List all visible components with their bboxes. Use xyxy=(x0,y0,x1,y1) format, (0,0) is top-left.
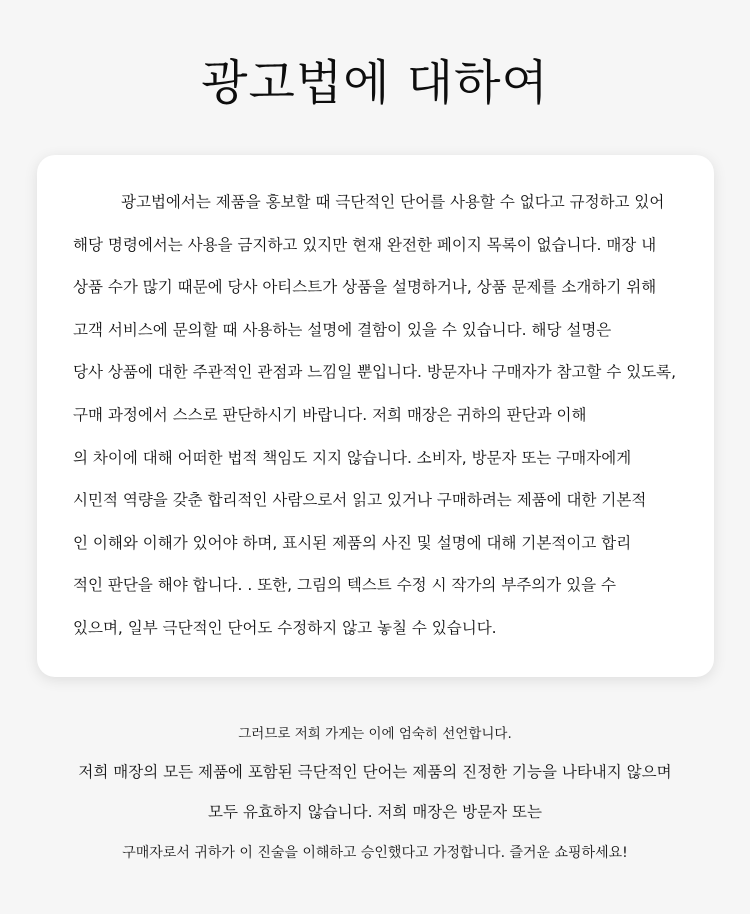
notice-line: 시민적 역량을 갖춘 합리적인 사람으로서 읽고 있거나 구매하려는 제품에 대한 기본적 xyxy=(73,491,647,510)
declaration-line: 모두 유효하지 않습니다. 저희 매장은 방문자 또는 xyxy=(208,803,542,821)
page-title: 광고법에 대하여 xyxy=(201,55,549,111)
declaration-footer xyxy=(0,716,750,872)
notice-line: 해당 명령에서는 사용을 금지하고 있지만 현재 완전한 페이지 목록이 없습니다. 매장 내 xyxy=(73,235,657,254)
notice-line: 상품 수가 많기 때문에 당사 아티스트가 상품을 설명하거나, 상품 문제를 소개하기 위해 xyxy=(73,278,657,297)
notice-line: 구매 과정에서 스스로 판단하시기 바랍니다. 저희 매장은 귀하의 판단과 이해 xyxy=(73,405,587,424)
notice-line: 고객 서비스에 문의할 때 사용하는 설명에 결함이 있을 수 있습니다. 해당 설명은 xyxy=(73,320,612,339)
declaration-intro: 그러므로 저희 가게는 이에 엄숙히 선언합니다. xyxy=(238,726,512,742)
notice-line: 있으며, 일부 극단적인 단어도 수정하지 않고 놓칠 수 있습니다. xyxy=(73,618,497,637)
notice-line: 적인 판단을 해야 합니다. . 또한, 그림의 텍스트 수정 시 작가의 부주의가 있을 수 xyxy=(73,576,616,595)
notice-line: 의 차이에 대해 어떠한 법적 책임도 지지 않습니다. 소비자, 방문자 또는 구매자에게 xyxy=(73,448,632,467)
notice-line: 인 이해와 이해가 있어야 하며, 표시된 제품의 사진 및 설명에 대해 기본적이고 합리 xyxy=(73,533,632,552)
declaration-closing: 구매자로서 귀하가 이 진술을 이해하고 승인했다고 가정합니다. 즐거운 쇼핑하세요! xyxy=(122,845,628,861)
notice-card xyxy=(37,155,714,677)
declaration-line: 저희 매장의 모든 제품에 포함된 극단적인 단어는 제품의 진정한 기능을 나타내지 않으며 xyxy=(78,763,672,781)
notice-line: 당사 상품에 대한 주관적인 관점과 느낌일 뿐입니다. 방문자나 구매자가 참고할 수 있도록, xyxy=(73,363,677,382)
notice-line: 광고법에서는 제품을 홍보할 때 극단적인 단어를 사용할 수 없다고 규정하고 있어 xyxy=(121,193,665,211)
